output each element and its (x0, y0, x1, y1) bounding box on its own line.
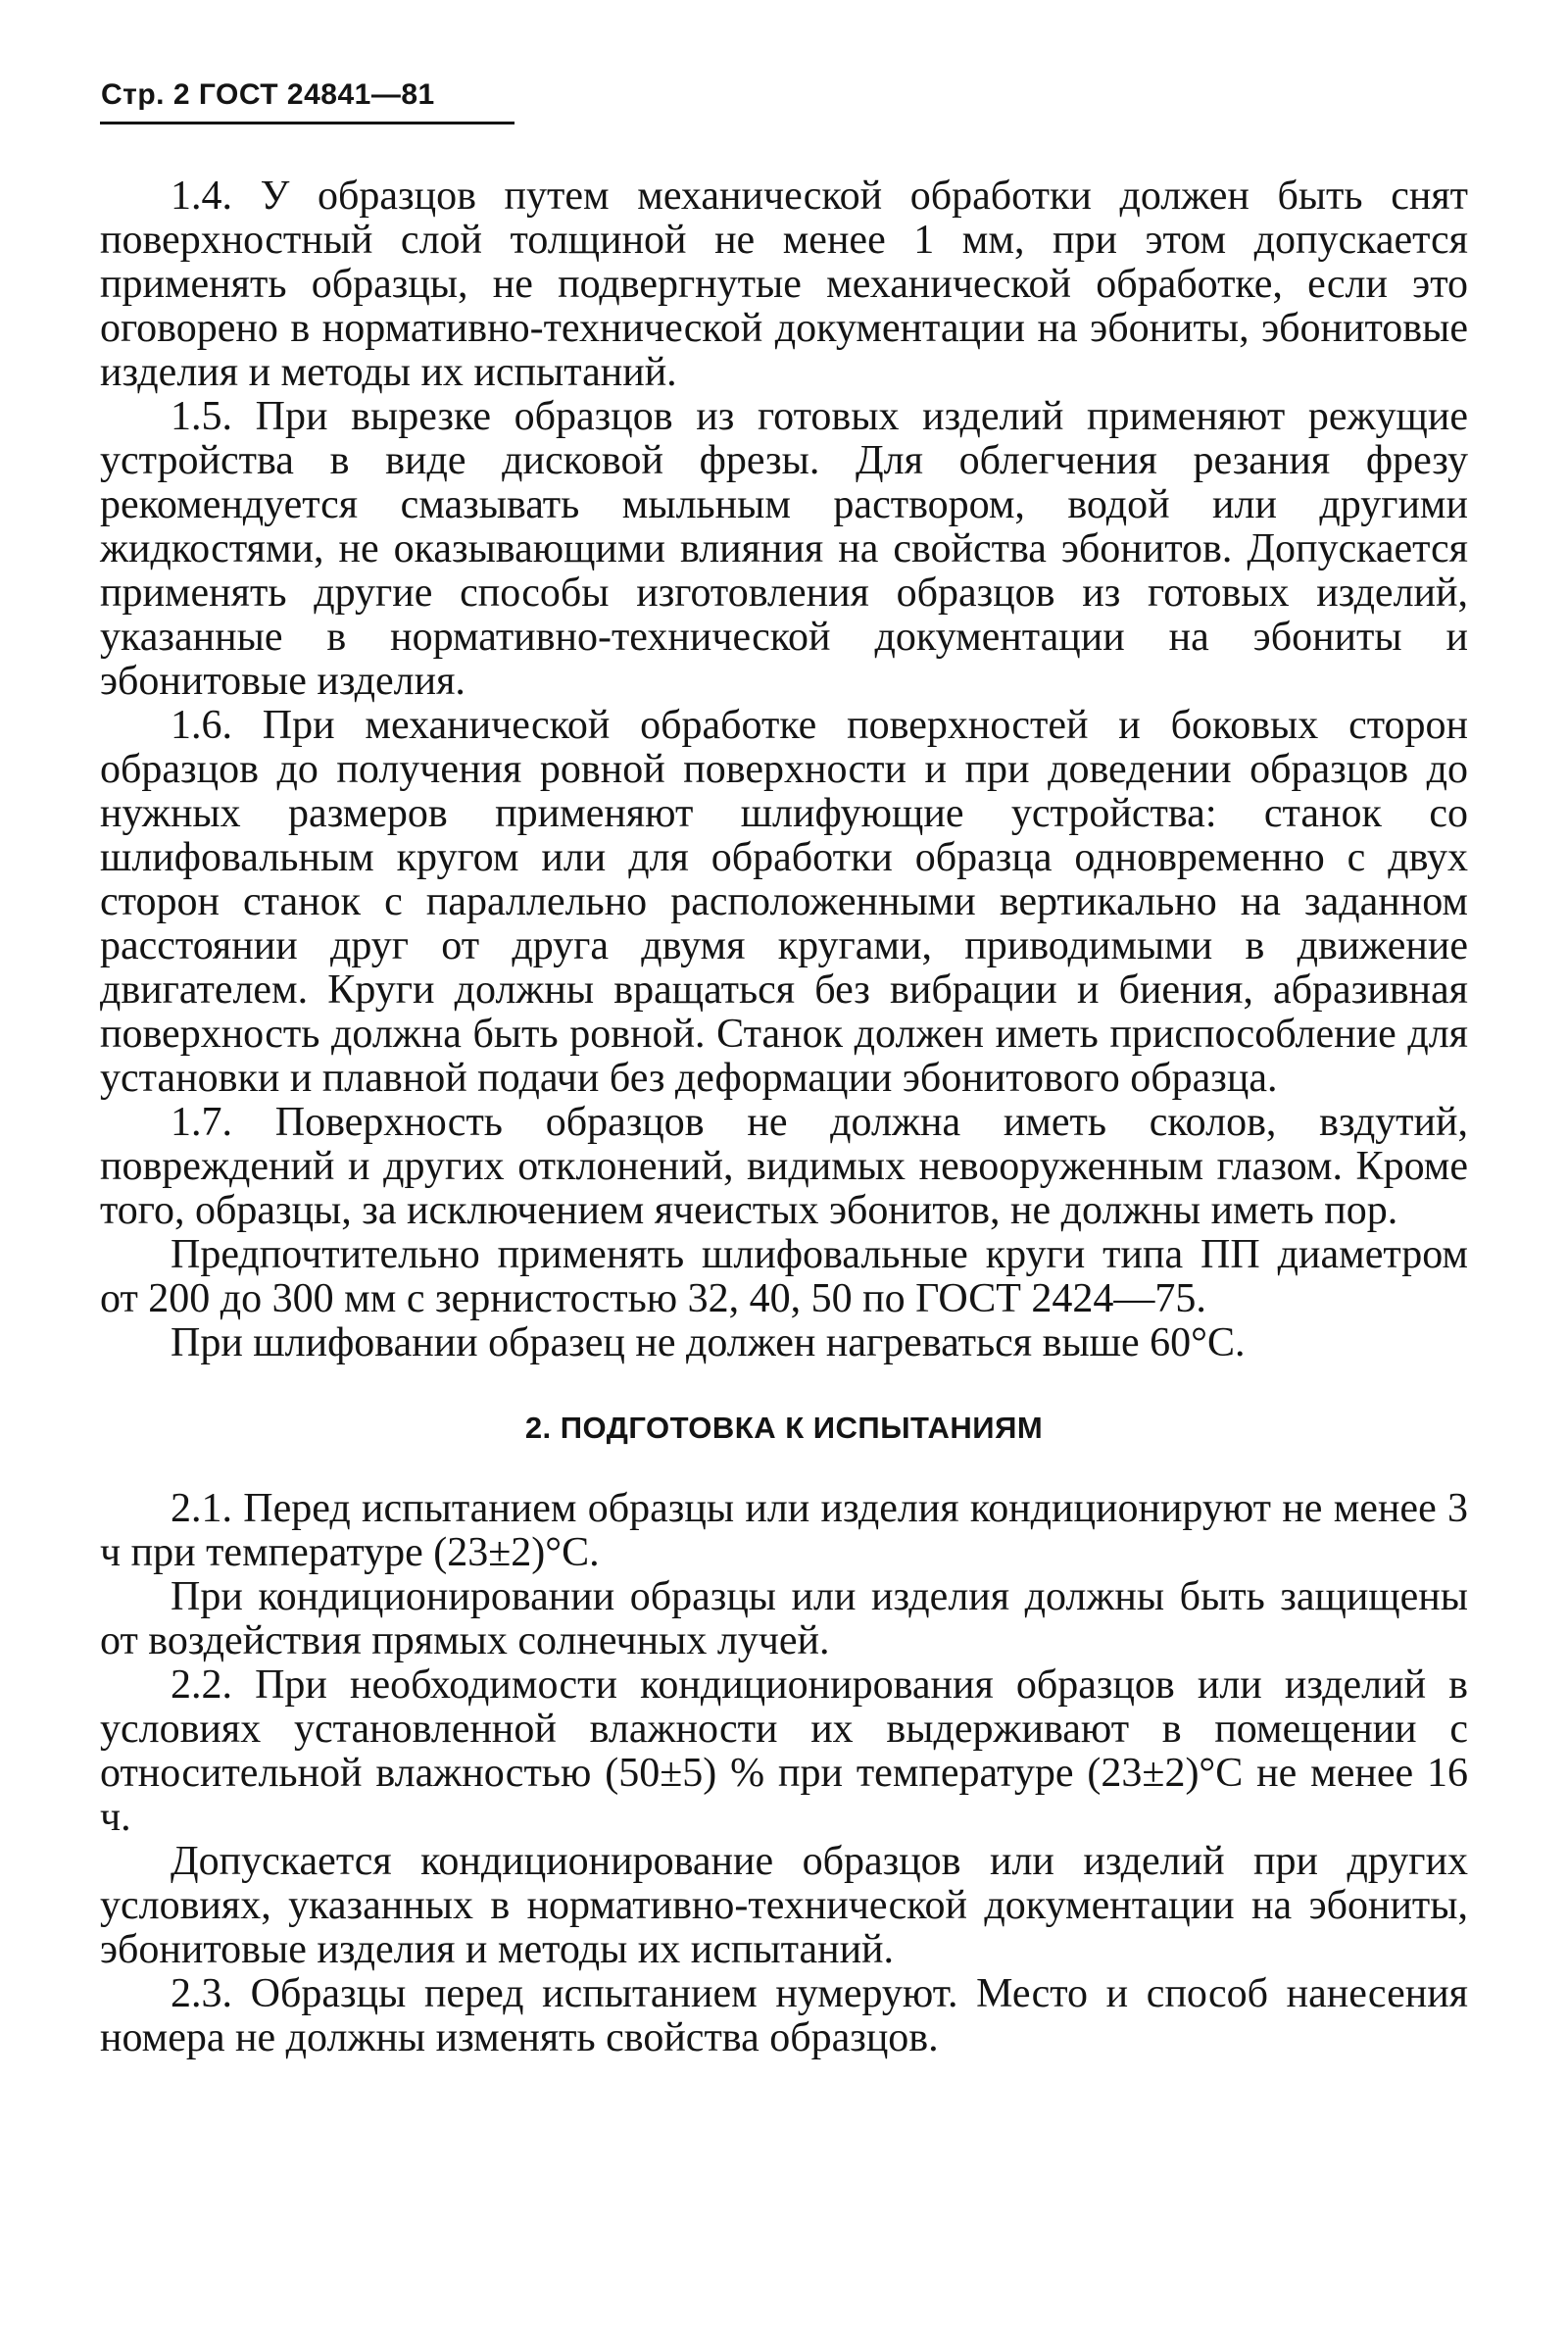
paragraph-2-3: 2.3. Образцы перед испытанием нумеруют. Место и способ нанесения номера не должны изменять свойства образцов. (100, 1971, 1468, 2060)
paragraph-2-2: 2.2. При необходимости кондиционирования образцов или изделий в условиях установленной влажности их выдерживают в помещении с относительной влажностью (50±5) % при температуре (23±2)°С не менее 16 ч. (100, 1662, 1468, 1840)
paragraph-1-7: 1.7. Поверхность образцов не должна иметь сколов, вздутий, повреждений и других отклонений, видимых невооруженным глазом. Кроме того, образцы, за исключением ячеистых эбонитов, не должны иметь пор. (100, 1100, 1468, 1233)
body-text (100, 174, 1468, 2060)
paragraph-2-1: 2.1. Перед испытанием образцы или изделия кондиционируют не менее 3 ч при температуре (23±2)°С. (100, 1486, 1468, 1575)
header-rule (100, 122, 514, 124)
paragraph-grinding-temperature: При шлифовании образец не должен нагреваться выше 60°С. (171, 1320, 1246, 1365)
paragraph-1-6: 1.6. При механической обработке поверхностей и боковых сторон образцов до получения ровной поверхности и при доведении образцов до нужных размеров применяют шлифующие устройства: станок со шлифовальным кругом или для обработки образца одновременно с двух сторон станок с параллельно расположенными вертикально на заданном расстоянии друг от друга двумя кругами, приводимыми в движение двигателем. Круги должны вращаться без вибрации и биения, абразивная поверхность должна быть ровной. Станок должен иметь приспособление для установки и плавной подачи без деформации эбонитового образца. (100, 703, 1468, 1101)
paragraph-other-conditions: Допускается кондиционирование образцов или изделий при других условиях, указанных в нормативно-технической документации на эбониты, эбонитовые изделия и методы их испытаний. (100, 1839, 1468, 1972)
running-header: Стр. 2 ГОСТ 24841—81 (101, 78, 435, 111)
paragraph-grinding-wheels: Предпочтительно применять шлифовальные круги типа ПП диаметром от 200 до 300 мм с зернистостью 32, 40, 50 по ГОСТ 2424—75. (100, 1232, 1468, 1321)
paragraph-sunlight-protection: При кондиционировании образцы или изделия должны быть защищены от воздействия прямых солнечных лучей. (100, 1574, 1468, 1663)
section-2-heading: 2. ПОДГОТОВКА К ИСПЫТАНИЯМ (524, 1411, 1044, 1445)
paragraph-1-4: 1.4. У образцов путем механической обработки должен быть снят поверхностный слой толщиной не менее 1 мм, при этом допускается применять образцы, не подвергнутые механической обработке, если это оговорено в нормативно-технической документации на эбониты, эбонитовые изделия и методы их испытаний. (100, 174, 1468, 395)
paragraph-1-5: 1.5. При вырезке образцов из готовых изделий применяют режущие устройства в виде дисковой фрезы. Для облегчения резания фрезу рекомендуется смазывать мыльным раствором, водой или другими жидкостями, не оказывающими влияния на свойства эбонитов. Допускается применять другие способы изготовления образцов из готовых изделий, указанные в нормативно-технической документации на эбониты и эбонитовые изделия. (100, 394, 1468, 704)
